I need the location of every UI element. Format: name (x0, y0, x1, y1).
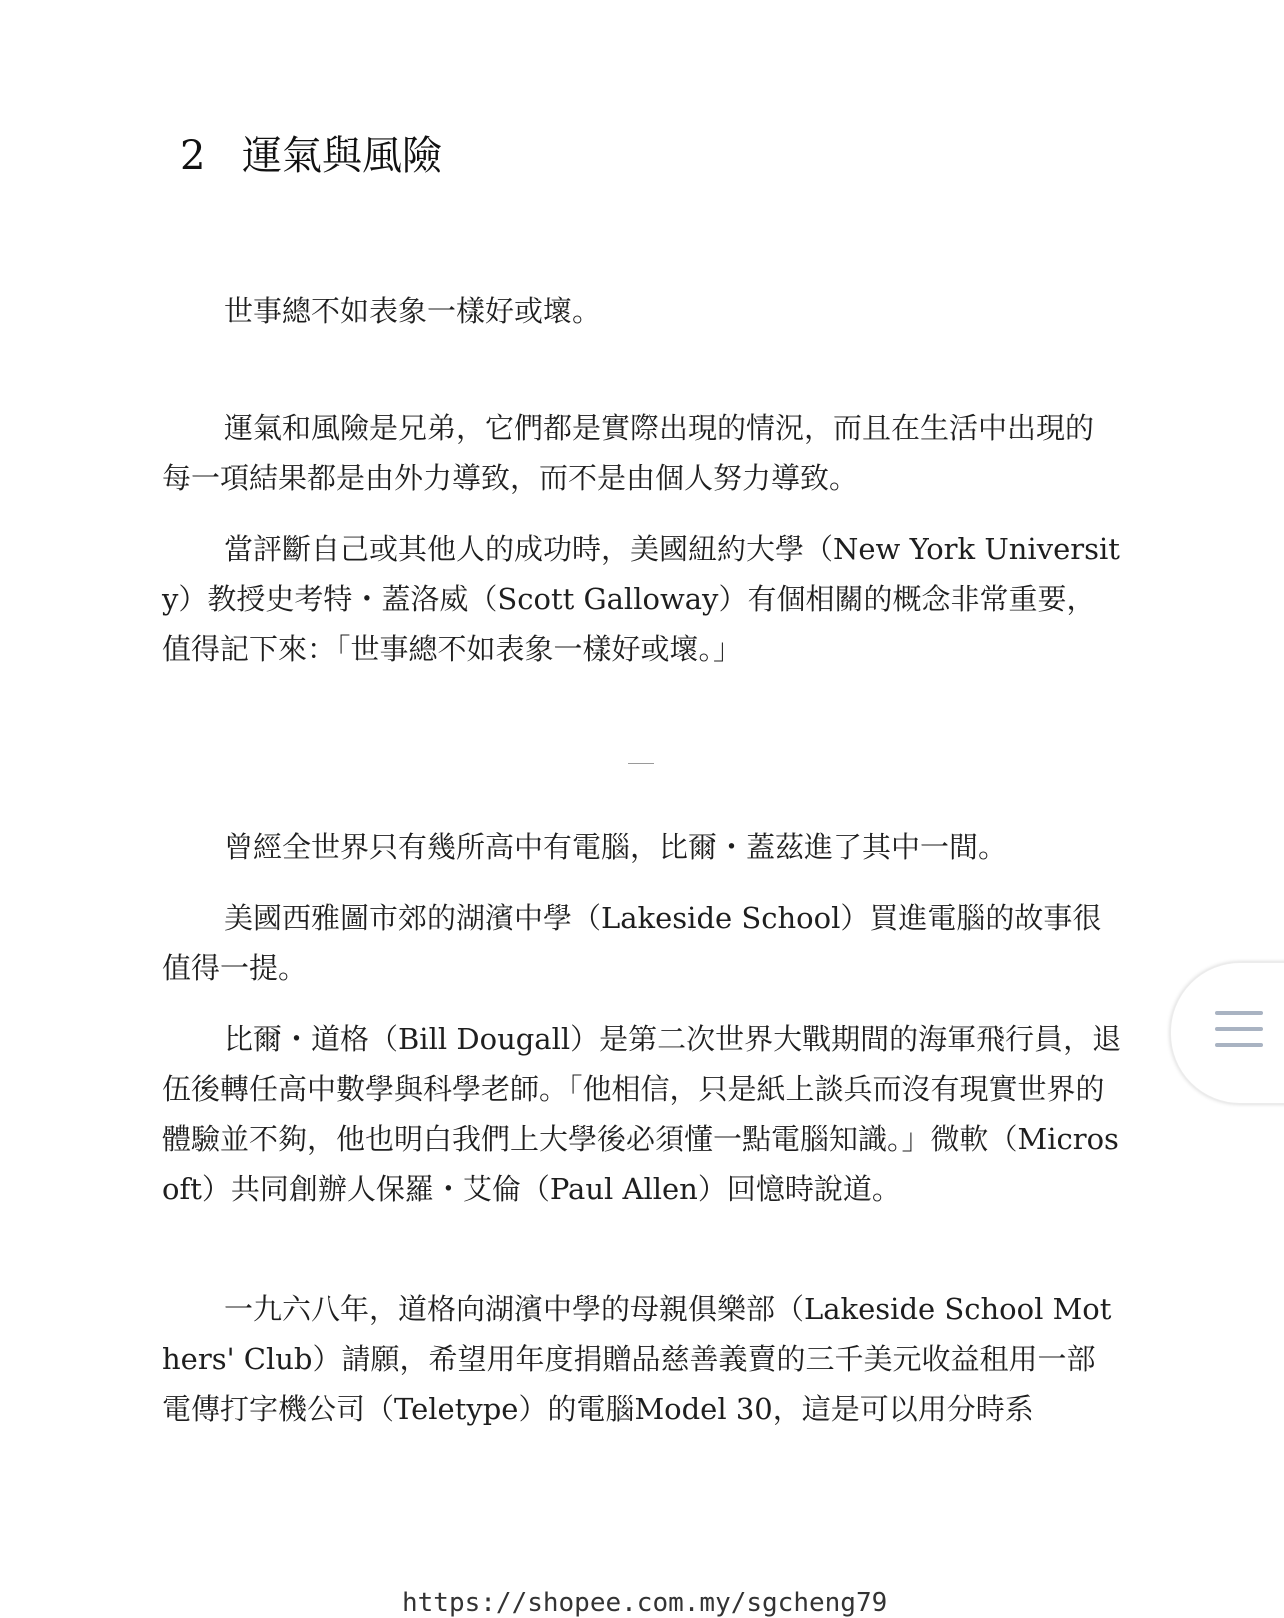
paragraph-bill-gates: 曾經全世界只有幾所高中有電腦，比爾・蓋茲進了其中一間。 (224, 830, 1008, 864)
paragraph-mothers-club: 一九六八年，道格向湖濱中學的母親俱樂部（Lakeside School Mothers' Club）請願，希望用年度捐贈品慈善義賣的三千美元收益租用一部電傳打字機公司（Teletype）的電腦Model 30，這是可以用分時系 (162, 1292, 1112, 1426)
paragraph-lakeside: 美國西雅圖市郊的湖濱中學（Lakeside School）買進電腦的故事很值得一提。 (162, 901, 1102, 985)
hamburger-menu-icon-bar (1215, 1043, 1263, 1047)
menu-button[interactable] (1170, 962, 1284, 1104)
paragraph-dougall: 比爾・道格（Bill Dougall）是第二次世界大戰期間的海軍飛行員，退伍後轉任高中數學與科學老師。「他相信，只是紙上談兵而沒有現實世界的體驗並不夠，他也明白我們上大學後必須懂一點電腦知識。」微軟（Microsoft）共同創辦人保羅・艾倫（Paul Allen）回憶時說道。 (162, 1022, 1122, 1206)
section-divider (628, 763, 654, 764)
paragraph-luck-risk: 運氣和風險是兄弟，它們都是實際出現的情況，而且在生活中出現的每一項結果都是由外力導致，而不是由個人努力導致。 (162, 411, 1095, 495)
chapter-heading (180, 128, 442, 184)
chapter-number: 2 (180, 133, 206, 179)
footer-url[interactable]: https://shopee.com.my/sgcheng79 (402, 1588, 888, 1618)
paragraph-epigraph: 世事總不如表象一樣好或壞。 (224, 294, 602, 328)
hamburger-menu-icon-bar (1215, 1027, 1263, 1031)
hamburger-menu-icon (1215, 1011, 1263, 1015)
chapter-title: 運氣與風險 (242, 133, 442, 179)
paragraph-galloway: 當評斷自己或其他人的成功時，美國紐約大學（New York University）教授史考特・蓋洛威（Scott Galloway）有個相關的概念非常重要，值得記下來：「世事總不如表象一樣好或壞。」 (162, 532, 1120, 666)
